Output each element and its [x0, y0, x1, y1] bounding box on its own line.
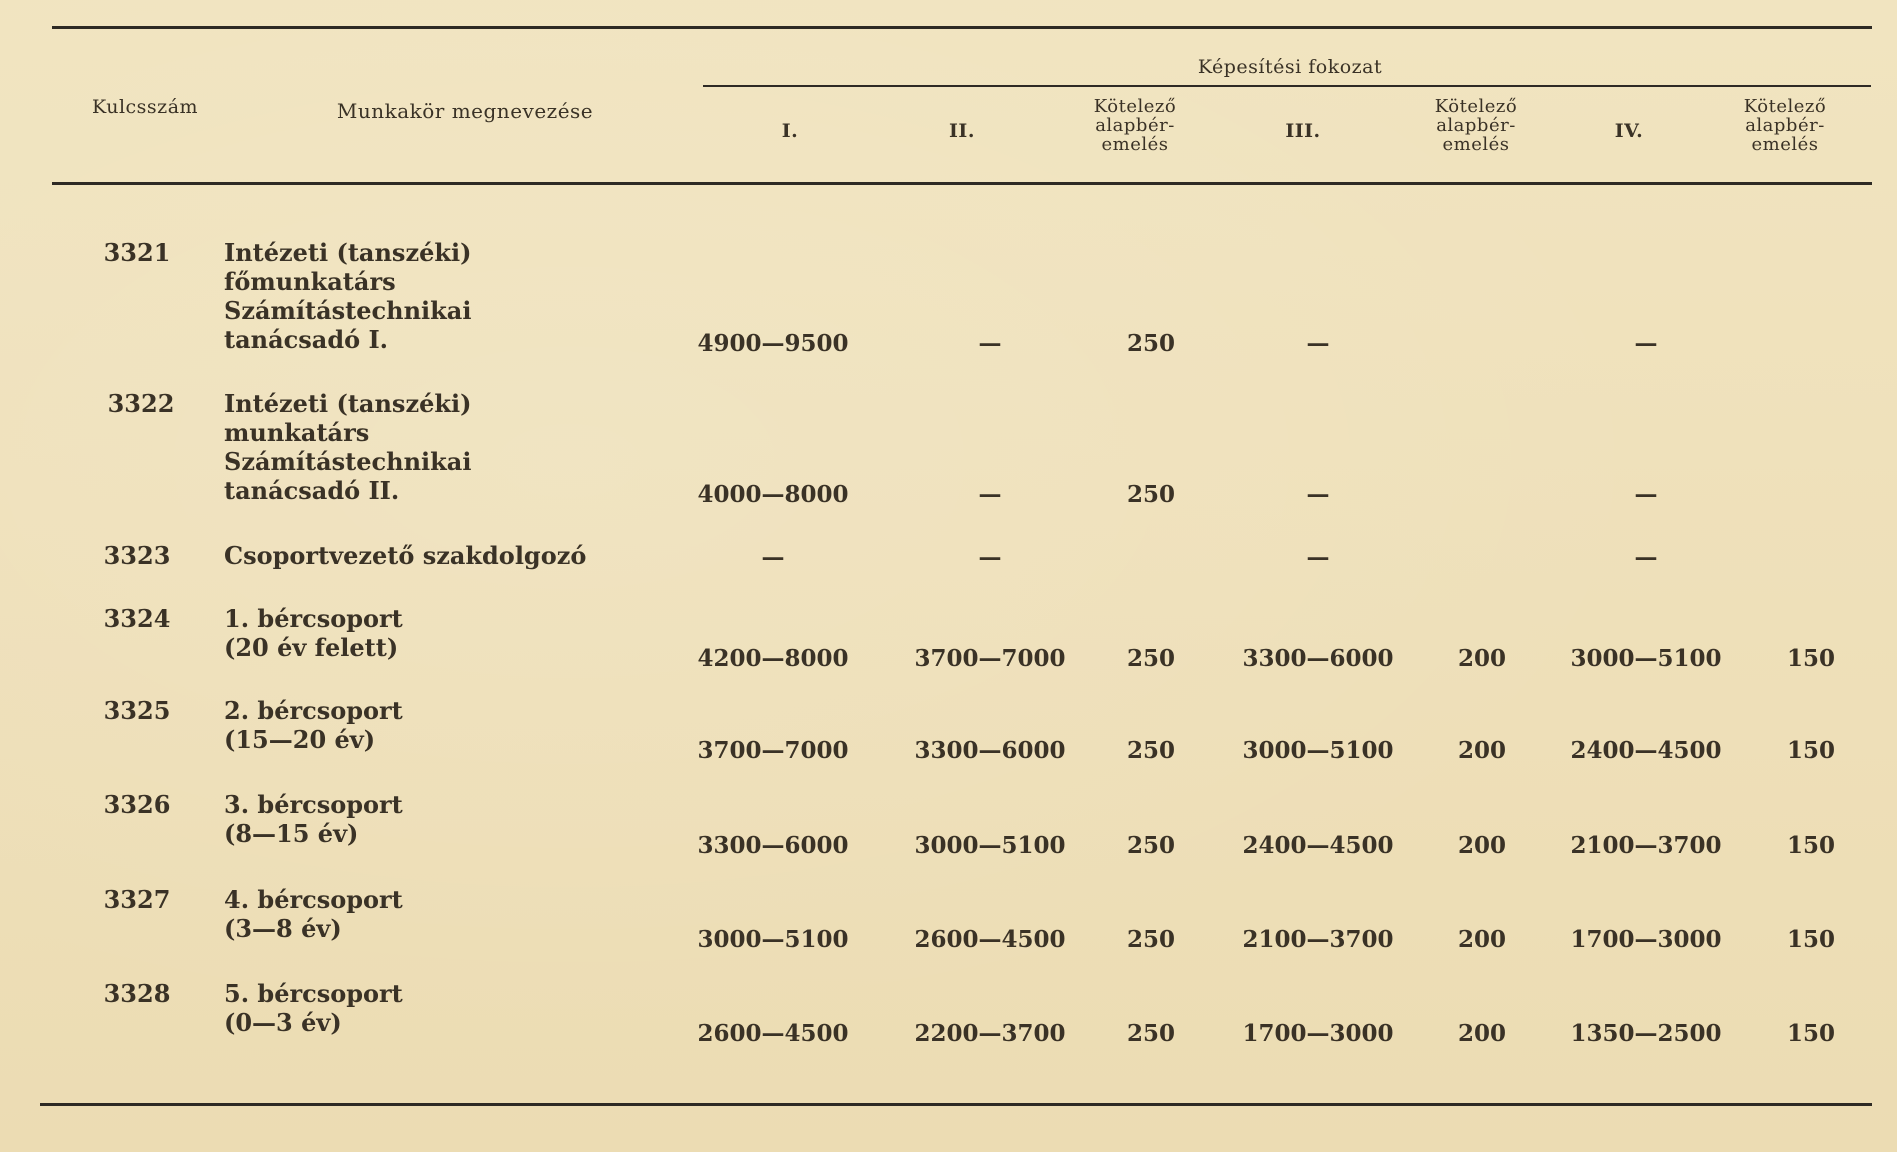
- header-kotelezo-2-line1: Kötelező: [1434, 96, 1518, 117]
- cell-i: 3700—7000: [697, 737, 849, 764]
- header-col-IV: IV.: [1614, 120, 1644, 142]
- cell-k1: 250: [1126, 832, 1175, 859]
- cell-iii: —: [1306, 544, 1330, 571]
- row-name: [224, 541, 644, 570]
- row-name-line: tanácsadó II.: [224, 476, 400, 505]
- row-name: [224, 238, 644, 354]
- row-name-line: Csoportvezető szakdolgozó: [224, 541, 587, 570]
- cell-iv: 3000—5100: [1570, 645, 1722, 672]
- row-name-line: (20 év felett): [224, 633, 399, 662]
- cell-k1: 250: [1126, 645, 1175, 672]
- cell-iv: 1350—2500: [1570, 1020, 1722, 1047]
- header-kotelezo-2-line2: alapbér-: [1436, 115, 1516, 136]
- row-code: 3326: [103, 790, 171, 819]
- row-name-line: munkatárs: [224, 418, 370, 447]
- header-kotelezo-1-line3: emelés: [1101, 134, 1169, 155]
- row-name-line: főmunkatárs: [224, 267, 396, 296]
- cell-k1: 250: [1126, 737, 1175, 764]
- cell-k2: 200: [1457, 832, 1506, 859]
- cell-iii: —: [1306, 481, 1330, 508]
- header-kotelezo-2-line3: emelés: [1442, 134, 1510, 155]
- cell-k1: 250: [1126, 1020, 1175, 1047]
- cell-k2: 200: [1457, 1020, 1506, 1047]
- row-name-line: 3. bércsoport: [224, 790, 403, 819]
- top-rule: [52, 26, 1872, 29]
- row-name-line: 1. bércsoport: [224, 604, 403, 633]
- cell-iii: 2100—3700: [1242, 926, 1394, 953]
- row-code: 3324: [103, 604, 171, 633]
- cell-ii: —: [978, 330, 1002, 357]
- header-kotelezo-2: [1416, 97, 1536, 154]
- cell-i: 2600—4500: [697, 1020, 849, 1047]
- header-kotelezo-3-line1: Kötelező: [1743, 96, 1827, 117]
- row-name-line: Számítástechnikai: [224, 447, 472, 476]
- cell-ii: 3700—7000: [914, 645, 1066, 672]
- header-kulcsszam: Kulcsszám: [91, 96, 199, 118]
- cell-iv: —: [1634, 481, 1658, 508]
- header-kepesitesi-fokozat: Képesítési fokozat: [1197, 56, 1383, 78]
- row-name: [224, 604, 644, 662]
- row-name-line: 4. bércsoport: [224, 885, 403, 914]
- cell-iii: 1700—3000: [1242, 1020, 1394, 1047]
- cell-ii: 3000—5100: [914, 832, 1066, 859]
- cell-iv: 2400—4500: [1570, 737, 1722, 764]
- header-col-I: I.: [781, 120, 799, 142]
- cell-k3: 150: [1786, 645, 1835, 672]
- cell-ii: 3300—6000: [914, 737, 1066, 764]
- row-name-line: tanácsadó I.: [224, 325, 389, 354]
- header-kotelezo-1-line2: alapbér-: [1095, 115, 1175, 136]
- cell-iii: 2400—4500: [1242, 832, 1394, 859]
- header-kotelezo-1-line1: Kötelező: [1093, 96, 1177, 117]
- cell-i: 3000—5100: [697, 926, 849, 953]
- cell-iv: 2100—3700: [1570, 832, 1722, 859]
- row-name-line: (3—8 év): [224, 914, 342, 943]
- header-kotelezo-3-line2: alapbér-: [1745, 115, 1825, 136]
- row-name-line: Intézeti (tanszéki): [224, 389, 472, 418]
- cell-i: 4000—8000: [697, 481, 849, 508]
- cell-k3: 150: [1786, 926, 1835, 953]
- cell-i: 4900—9500: [697, 330, 849, 357]
- cell-iii: 3300—6000: [1242, 645, 1394, 672]
- cell-k3: 150: [1786, 832, 1835, 859]
- header-kotelezo-3-line3: emelés: [1751, 134, 1819, 155]
- cell-ii: —: [978, 481, 1002, 508]
- cell-k2: 200: [1457, 926, 1506, 953]
- cell-i: —: [761, 544, 785, 571]
- row-name-line: 2. bércsoport: [224, 696, 403, 725]
- header-col-III: III.: [1285, 120, 1321, 142]
- cell-k1: 250: [1126, 330, 1175, 357]
- row-name: [224, 979, 644, 1037]
- cell-iv: —: [1634, 330, 1658, 357]
- cell-i: 4200—8000: [697, 645, 849, 672]
- cell-k1: 250: [1126, 926, 1175, 953]
- kepesitesi-rule: [703, 85, 1871, 87]
- row-name: [224, 885, 644, 943]
- row-name: [224, 389, 644, 505]
- header-kotelezo-3: [1725, 97, 1845, 154]
- cell-iii: 3000—5100: [1242, 737, 1394, 764]
- cell-ii: 2600—4500: [914, 926, 1066, 953]
- cell-k2: 200: [1457, 737, 1506, 764]
- row-name-line: (15—20 év): [224, 725, 376, 754]
- row-name-line: (8—15 év): [224, 819, 359, 848]
- cell-iv: —: [1634, 544, 1658, 571]
- cell-k3: 150: [1786, 737, 1835, 764]
- bottom-rule: [40, 1103, 1872, 1106]
- row-code: 3327: [103, 885, 171, 914]
- cell-iv: 1700—3000: [1570, 926, 1722, 953]
- row-code: 3325: [103, 696, 171, 725]
- cell-ii: —: [978, 544, 1002, 571]
- header-munkakor: Munkakör megnevezése: [336, 99, 594, 123]
- row-name-line: Számítástechnikai: [224, 296, 472, 325]
- row-code: 3323: [103, 541, 171, 570]
- row-name-line: 5. bércsoport: [224, 979, 403, 1008]
- row-name-line: Intézeti (tanszéki): [224, 238, 472, 267]
- row-code: 3322: [107, 389, 175, 418]
- cell-iii: —: [1306, 330, 1330, 357]
- row-code: 3328: [103, 979, 171, 1008]
- cell-k1: 250: [1126, 481, 1175, 508]
- cell-i: 3300—6000: [697, 832, 849, 859]
- header-col-II: II.: [949, 120, 975, 142]
- cell-k3: 150: [1786, 1020, 1835, 1047]
- row-name: [224, 790, 644, 848]
- cell-k2: 200: [1457, 645, 1506, 672]
- cell-ii: 2200—3700: [914, 1020, 1066, 1047]
- row-code: 3321: [103, 238, 171, 267]
- header-kotelezo-1: [1075, 97, 1195, 154]
- row-name-line: (0—3 év): [224, 1008, 342, 1037]
- row-name: [224, 696, 644, 754]
- header-rule: [52, 182, 1872, 185]
